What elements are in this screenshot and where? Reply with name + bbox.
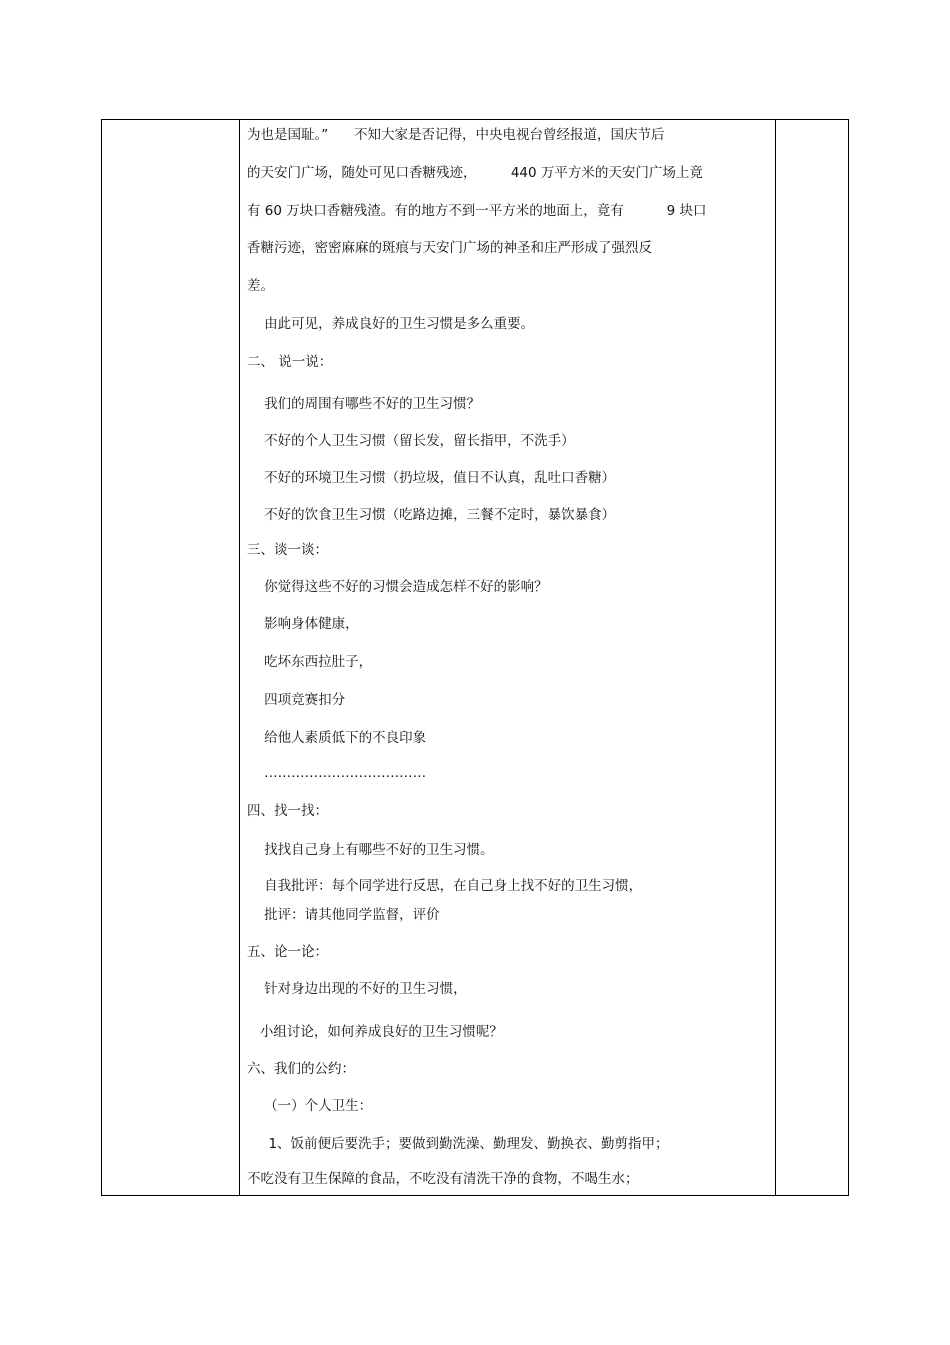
- column-divider-right: [775, 120, 776, 1195]
- text-line: 你觉得这些不好的习惯会造成怎样不好的影响？: [247, 579, 548, 595]
- text-line: 我们的周围有哪些不好的卫生习惯？: [247, 396, 481, 412]
- text-line: 吃坏东西拉肚子，: [247, 654, 373, 670]
- column-divider-left: [239, 120, 240, 1195]
- text-line: 香糖污迹，密密麻麻的斑痕与天安门广场的神圣和庄严形成了强烈反: [247, 240, 652, 256]
- text-line: 1、饭前便后要洗手；要做到勤洗澡、勤理发、勤换衣、勤剪指甲；: [247, 1136, 669, 1152]
- section-heading: 六、我们的公约：: [247, 1061, 355, 1077]
- section-heading: 二、 说一说：: [247, 354, 333, 370]
- text-line: （一）个人卫生：: [247, 1098, 373, 1114]
- text-line: 差。: [247, 278, 274, 294]
- text-line: 小组讨论，如何养成良好的卫生习惯呢？: [247, 1024, 503, 1040]
- text-line: 不好的环境卫生习惯（扔垃圾，值日不认真，乱吐口香糖）: [247, 470, 616, 486]
- text-line: 不吃没有卫生保障的食品，不吃没有清洗干净的食物，不喝生水；: [247, 1171, 639, 1187]
- text-line: 有 60 万块口香糖残渣。有的地方不到一平方米的地面上，竟有 9 块口: [247, 203, 707, 219]
- text-line: 不好的饮食卫生习惯（吃路边摊，三餐不定时，暴饮暴食）: [247, 507, 616, 523]
- text-line: 影响身体健康，: [247, 616, 359, 632]
- text-line: ………………………………: [247, 765, 427, 781]
- text-line: 由此可见，养成良好的卫生习惯是多么重要。: [247, 316, 535, 332]
- text-line: 针对身边出现的不好的卫生习惯，: [247, 981, 467, 997]
- section-heading: 五、论一论：: [247, 944, 328, 960]
- text-line: 找找自己身上有哪些不好的卫生习惯。: [247, 842, 494, 858]
- section-heading: 三、谈一谈：: [247, 542, 328, 558]
- text-line: 给他人素质低下的不良印象: [247, 730, 427, 746]
- text-line: 的天安门广场，随处可见口香糖残迹， 440 万平方米的天安门广场上竟: [247, 165, 703, 181]
- text-line: 四项竞赛扣分: [247, 692, 346, 708]
- text-line: 为也是国耻。” 不知大家是否记得，中央电视台曾经报道，国庆节后: [247, 127, 665, 143]
- text-line: 不好的个人卫生习惯（留长发，留长指甲，不洗手）: [247, 433, 575, 449]
- section-heading: 四、找一找：: [247, 803, 328, 819]
- text-line: 批评：请其他同学监督，评价: [247, 907, 440, 923]
- text-line: 自我批评：每个同学进行反思，在自己身上找不好的卫生习惯，: [247, 878, 643, 894]
